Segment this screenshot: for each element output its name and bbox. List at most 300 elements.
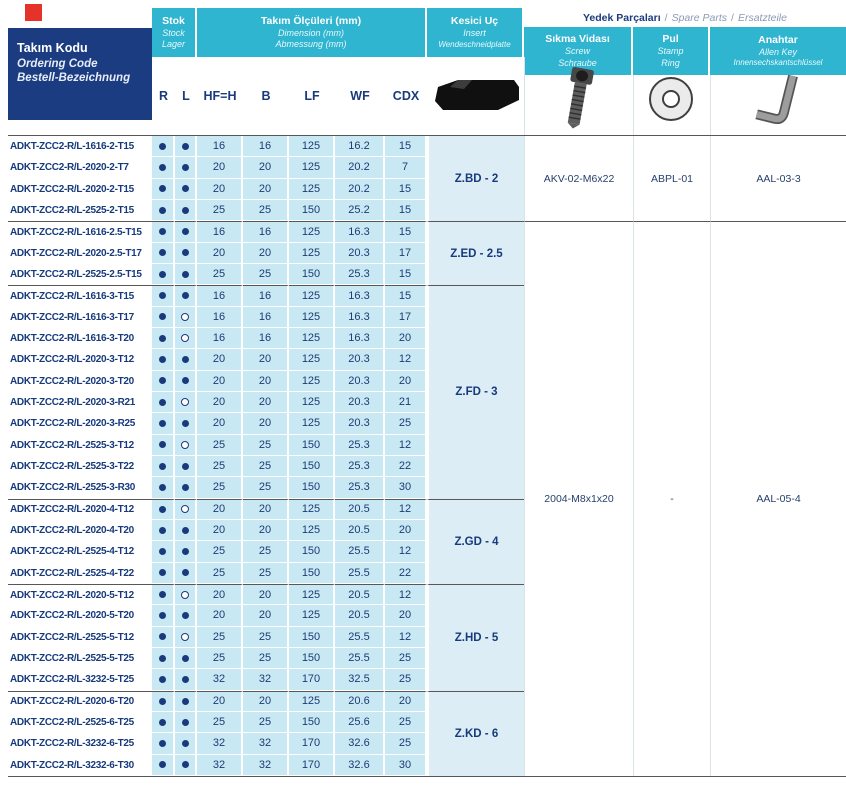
divider-line xyxy=(524,57,525,135)
dim-lf-cell: 150 xyxy=(289,200,335,221)
stock-filled-dot-icon xyxy=(159,676,166,683)
dim-cdx-cell: 21 xyxy=(385,392,427,413)
stock-r-cell xyxy=(152,307,175,328)
dim-hf-cell: 25 xyxy=(197,648,243,669)
dim-cdx-cell: 20 xyxy=(385,605,427,626)
stock-l-cell xyxy=(175,285,197,306)
col-label-b: B xyxy=(261,89,271,103)
stock-l-cell xyxy=(175,712,197,733)
stock-filled-dot-icon xyxy=(182,698,189,705)
stock-filled-dot-icon xyxy=(182,569,189,576)
stock-r-cell xyxy=(152,435,175,456)
stock-filled-dot-icon xyxy=(159,761,166,768)
dim-b-cell: 25 xyxy=(243,456,289,477)
stock-filled-dot-icon xyxy=(159,420,166,427)
stock-filled-dot-icon xyxy=(159,591,166,598)
stock-r-cell xyxy=(152,733,175,754)
tool-code-cell: ADKT-ZCC2-R/L-2020-2-T15 xyxy=(8,179,152,200)
tool-code-cell: ADKT-ZCC2-R/L-2525-4-T22 xyxy=(8,563,152,584)
dim-wf-cell: 20.2 xyxy=(335,179,385,200)
dim-b-cell: 25 xyxy=(243,712,289,733)
stock-l-cell xyxy=(175,456,197,477)
dim-b-cell: 25 xyxy=(243,627,289,648)
tool-code-cell: ADKT-ZCC2-R/L-2020-5-T12 xyxy=(8,584,152,605)
tool-code-cell: ADKT-ZCC2-R/L-2020-3-R21 xyxy=(8,392,152,413)
stock-filled-dot-icon xyxy=(182,761,189,768)
stock-filled-dot-icon xyxy=(159,655,166,662)
stock-l-cell xyxy=(175,755,197,776)
stock-l-cell xyxy=(175,392,197,413)
dim-hf-cell: 32 xyxy=(197,669,243,690)
dim-lf-cell: 125 xyxy=(289,136,335,157)
stock-r-cell xyxy=(152,221,175,242)
dim-lf-cell: 125 xyxy=(289,691,335,712)
dim-wf-cell: 25.2 xyxy=(335,200,385,221)
ring-label-de: Ring xyxy=(661,57,680,68)
stock-filled-dot-icon xyxy=(159,356,166,363)
dim-b-cell: 25 xyxy=(243,563,289,584)
spare-title-separator: / xyxy=(731,11,734,24)
tool-code-cell: ADKT-ZCC2-R/L-2525-2.5-T15 xyxy=(8,264,152,285)
dim-hf-cell: 25 xyxy=(197,712,243,733)
stock-open-dot-icon xyxy=(181,633,189,641)
dim-b-cell: 25 xyxy=(243,648,289,669)
dim-cdx-cell: 22 xyxy=(385,456,427,477)
tool-code-cell: ADKT-ZCC2-R/L-2525-5-T25 xyxy=(8,648,152,669)
dim-cdx-cell: 25 xyxy=(385,413,427,434)
dim-b-cell: 20 xyxy=(243,243,289,264)
dim-b-cell: 16 xyxy=(243,285,289,306)
dim-b-cell: 20 xyxy=(243,605,289,626)
dim-lf-cell: 150 xyxy=(289,477,335,498)
divider-line xyxy=(633,75,634,135)
stock-open-dot-icon xyxy=(181,334,189,342)
insert-type-cell: Z.BD - 2 xyxy=(427,136,524,221)
tool-code-cell: ADKT-ZCC2-R/L-2525-3-R30 xyxy=(8,477,152,498)
stock-r-cell xyxy=(152,605,175,626)
stock-l-cell xyxy=(175,563,197,584)
screw-code-cell: AKV-02-M6x22 xyxy=(524,136,633,221)
stock-open-dot-icon xyxy=(181,441,189,449)
stock-filled-dot-icon xyxy=(159,441,166,448)
stock-r-cell xyxy=(152,136,175,157)
stock-filled-dot-icon xyxy=(182,463,189,470)
dim-b-cell: 25 xyxy=(243,264,289,285)
stock-filled-dot-icon xyxy=(182,207,189,214)
dim-hf-cell: 16 xyxy=(197,285,243,306)
spare-title-separator: / xyxy=(664,11,668,24)
dim-cdx-cell: 15 xyxy=(385,221,427,242)
insert-column-header xyxy=(427,8,522,57)
dim-lf-cell: 125 xyxy=(289,371,335,392)
stock-r-cell xyxy=(152,648,175,669)
screw-code-cell: 2004-M8x1x20 xyxy=(524,221,633,776)
dim-wf-cell: 20.3 xyxy=(335,371,385,392)
dim-lf-cell: 125 xyxy=(289,584,335,605)
stock-l-cell xyxy=(175,307,197,328)
col-label-hf-h: HF=H xyxy=(203,89,237,103)
stock-l-cell xyxy=(175,179,197,200)
dim-hf-cell: 32 xyxy=(197,733,243,754)
dim-hf-cell: 25 xyxy=(197,541,243,562)
stock-filled-dot-icon xyxy=(159,143,166,150)
stock-l-cell xyxy=(175,136,197,157)
insert-label-en: Insert xyxy=(463,28,486,39)
tool-code-cell: ADKT-ZCC2-R/L-2020-2-T7 xyxy=(8,157,152,178)
stock-filled-dot-icon xyxy=(159,527,166,534)
stock-filled-dot-icon xyxy=(159,207,166,214)
insert-type-cell: Z.FD - 3 xyxy=(427,285,524,498)
stock-filled-dot-icon xyxy=(159,506,166,513)
stock-r-cell xyxy=(152,563,175,584)
dim-lf-cell: 170 xyxy=(289,733,335,754)
dim-hf-cell: 20 xyxy=(197,392,243,413)
stock-l-cell xyxy=(175,520,197,541)
stock-l-cell xyxy=(175,691,197,712)
dim-wf-cell: 20.3 xyxy=(335,413,385,434)
stock-r-cell xyxy=(152,584,175,605)
stock-filled-dot-icon xyxy=(159,719,166,726)
dim-hf-cell: 16 xyxy=(197,221,243,242)
stock-r-cell xyxy=(152,243,175,264)
stock-filled-dot-icon xyxy=(159,185,166,192)
dim-wf-cell: 25.3 xyxy=(335,477,385,498)
dim-b-cell: 25 xyxy=(243,541,289,562)
stock-l-cell xyxy=(175,221,197,242)
ring-code-cell: - xyxy=(633,221,710,776)
dim-lf-cell: 125 xyxy=(289,413,335,434)
allen-label-tr: Anahtar xyxy=(758,33,798,46)
stock-filled-dot-icon xyxy=(182,249,189,256)
stock-l-cell xyxy=(175,499,197,520)
stock-filled-dot-icon xyxy=(159,313,166,320)
stock-filled-dot-icon xyxy=(182,164,189,171)
tool-code-cell: ADKT-ZCC2-R/L-3232-6-T25 xyxy=(8,733,152,754)
dim-b-cell: 32 xyxy=(243,669,289,690)
dim-lf-cell: 150 xyxy=(289,541,335,562)
stock-l-cell xyxy=(175,328,197,349)
dim-wf-cell: 16.3 xyxy=(335,307,385,328)
dim-cdx-cell: 12 xyxy=(385,499,427,520)
dim-lf-cell: 125 xyxy=(289,605,335,626)
dim-hf-cell: 20 xyxy=(197,179,243,200)
stock-filled-dot-icon xyxy=(159,335,166,342)
dim-b-cell: 20 xyxy=(243,349,289,370)
ring-label-en: Stamp xyxy=(657,46,684,57)
allen-code-cell: AAL-03-3 xyxy=(710,136,846,221)
stock-r-cell xyxy=(152,477,175,498)
stock-l-cell xyxy=(175,627,197,648)
divider-line xyxy=(710,75,711,135)
dim-hf-cell: 25 xyxy=(197,200,243,221)
dim-cdx-cell: 15 xyxy=(385,179,427,200)
stock-r-cell xyxy=(152,413,175,434)
dim-wf-cell: 16.3 xyxy=(335,328,385,349)
stock-filled-dot-icon xyxy=(159,463,166,470)
tool-code-cell: ADKT-ZCC2-R/L-3232-6-T30 xyxy=(8,755,152,776)
allen-label-en: Allen Key xyxy=(758,46,798,57)
dim-wf-cell: 16.3 xyxy=(335,285,385,306)
dim-lf-cell: 125 xyxy=(289,499,335,520)
stock-filled-dot-icon xyxy=(182,356,189,363)
dim-b-cell: 20 xyxy=(243,584,289,605)
stock-filled-dot-icon xyxy=(159,740,166,747)
stock-r-cell xyxy=(152,755,175,776)
stock-filled-dot-icon xyxy=(159,548,166,555)
dim-wf-cell: 25.5 xyxy=(335,627,385,648)
dimensions-label-de: Abmessung (mm) xyxy=(275,39,347,50)
insert-type-cell: Z.HD - 5 xyxy=(427,584,524,691)
tool-code-cell: ADKT-ZCC2-R/L-2020-3-T12 xyxy=(8,349,152,370)
tool-code-cell: ADKT-ZCC2-R/L-1616-3-T15 xyxy=(8,285,152,306)
dim-wf-cell: 20.3 xyxy=(335,392,385,413)
tool-code-cell: ADKT-ZCC2-R/L-2020-3-R25 xyxy=(8,413,152,434)
dim-b-cell: 20 xyxy=(243,691,289,712)
stock-l-cell xyxy=(175,669,197,690)
stock-l-cell xyxy=(175,477,197,498)
dim-b-cell: 16 xyxy=(243,307,289,328)
screw-label-en: Screw xyxy=(564,46,590,57)
dim-lf-cell: 150 xyxy=(289,435,335,456)
dim-b-cell: 16 xyxy=(243,136,289,157)
stock-filled-dot-icon xyxy=(159,569,166,576)
stock-filled-dot-icon xyxy=(159,377,166,384)
col-label-l: L xyxy=(182,89,190,103)
stock-filled-dot-icon xyxy=(159,164,166,171)
dim-b-cell: 20 xyxy=(243,392,289,413)
dim-lf-cell: 170 xyxy=(289,755,335,776)
tool-code-cell: ADKT-ZCC2-R/L-1616-3-T17 xyxy=(8,307,152,328)
stock-filled-dot-icon xyxy=(182,719,189,726)
allen-label-de: Innensechskantschlüssel xyxy=(733,58,823,68)
dim-hf-cell: 25 xyxy=(197,435,243,456)
dim-wf-cell: 20.5 xyxy=(335,605,385,626)
ring-code-cell: ABPL-01 xyxy=(633,136,710,221)
dim-lf-cell: 125 xyxy=(289,179,335,200)
dim-lf-cell: 150 xyxy=(289,627,335,648)
dim-wf-cell: 20.2 xyxy=(335,157,385,178)
stock-open-dot-icon xyxy=(181,313,189,321)
ordering-code-title-en: Ordering Code xyxy=(17,58,98,70)
col-label-cdx: CDX xyxy=(392,89,420,103)
dim-b-cell: 20 xyxy=(243,499,289,520)
dim-cdx-cell: 25 xyxy=(385,648,427,669)
dim-cdx-cell: 25 xyxy=(385,733,427,754)
dim-hf-cell: 25 xyxy=(197,563,243,584)
dim-b-cell: 20 xyxy=(243,157,289,178)
stock-r-cell xyxy=(152,712,175,733)
dim-hf-cell: 20 xyxy=(197,413,243,434)
dim-cdx-cell: 15 xyxy=(385,264,427,285)
stock-open-dot-icon xyxy=(181,505,189,513)
dim-hf-cell: 20 xyxy=(197,605,243,626)
dim-b-cell: 25 xyxy=(243,200,289,221)
dim-wf-cell: 32.6 xyxy=(335,733,385,754)
dim-cdx-cell: 20 xyxy=(385,520,427,541)
dim-wf-cell: 25.3 xyxy=(335,456,385,477)
dim-wf-cell: 20.3 xyxy=(335,243,385,264)
dim-b-cell: 20 xyxy=(243,179,289,200)
dimensions-label-en: Dimension (mm) xyxy=(277,27,344,38)
dim-lf-cell: 125 xyxy=(289,328,335,349)
grooving-insert-icon xyxy=(430,75,522,115)
dim-wf-cell: 25.3 xyxy=(335,435,385,456)
dimensions-column-header xyxy=(197,8,425,57)
stock-r-cell xyxy=(152,691,175,712)
stock-filled-dot-icon xyxy=(182,655,189,662)
stock-l-cell xyxy=(175,648,197,669)
dim-hf-cell: 20 xyxy=(197,691,243,712)
stock-l-cell xyxy=(175,413,197,434)
stock-l-cell xyxy=(175,584,197,605)
dim-lf-cell: 125 xyxy=(289,392,335,413)
tool-code-cell: ADKT-ZCC2-R/L-2525-2-T15 xyxy=(8,200,152,221)
dim-cdx-cell: 12 xyxy=(385,349,427,370)
dim-wf-cell: 25.3 xyxy=(335,264,385,285)
dim-wf-cell: 25.5 xyxy=(335,648,385,669)
stock-r-cell xyxy=(152,179,175,200)
dim-lf-cell: 125 xyxy=(289,243,335,264)
stock-r-cell xyxy=(152,200,175,221)
screw-label-de: Schraube xyxy=(558,57,597,68)
dim-cdx-cell: 20 xyxy=(385,328,427,349)
dim-cdx-cell: 17 xyxy=(385,307,427,328)
ordering-code-title-tr: Takım Kodu xyxy=(17,41,88,55)
dim-wf-cell: 20.5 xyxy=(335,520,385,541)
stock-filled-dot-icon xyxy=(182,484,189,491)
dim-wf-cell: 25.5 xyxy=(335,541,385,562)
stock-filled-dot-icon xyxy=(182,143,189,150)
dim-b-cell: 16 xyxy=(243,221,289,242)
insert-label-tr: Kesici Uç xyxy=(450,15,499,28)
dim-cdx-cell: 15 xyxy=(385,136,427,157)
insert-type-cell: Z.ED - 2.5 xyxy=(427,221,524,285)
dim-lf-cell: 150 xyxy=(289,456,335,477)
ring-label-tr: Pul xyxy=(662,33,679,46)
tool-code-cell: ADKT-ZCC2-R/L-1616-2-T15 xyxy=(8,136,152,157)
spare-title-tr: Yedek Parçaları xyxy=(583,11,661,24)
dim-hf-cell: 16 xyxy=(197,328,243,349)
dim-lf-cell: 125 xyxy=(289,307,335,328)
dim-cdx-cell: 15 xyxy=(385,200,427,221)
tool-code-cell: ADKT-ZCC2-R/L-1616-3-T20 xyxy=(8,328,152,349)
tool-code-cell: ADKT-ZCC2-R/L-2020-6-T20 xyxy=(8,691,152,712)
stock-l-cell xyxy=(175,200,197,221)
dim-hf-cell: 25 xyxy=(197,627,243,648)
stock-l-cell xyxy=(175,435,197,456)
stock-r-cell xyxy=(152,264,175,285)
tool-code-cell: ADKT-ZCC2-R/L-2525-5-T12 xyxy=(8,627,152,648)
tool-code-cell: ADKT-ZCC2-R/L-1616-2.5-T15 xyxy=(8,221,152,242)
stock-filled-dot-icon xyxy=(159,612,166,619)
dim-lf-cell: 125 xyxy=(289,520,335,541)
dim-cdx-cell: 20 xyxy=(385,371,427,392)
col-label-wf: WF xyxy=(350,89,370,103)
ordering-code-title-de: Bestell-Bezeichnung xyxy=(17,72,131,84)
dim-cdx-cell: 12 xyxy=(385,584,427,605)
dim-b-cell: 20 xyxy=(243,413,289,434)
stock-filled-dot-icon xyxy=(159,484,166,491)
brand-accent-square xyxy=(25,4,42,21)
tool-code-cell: ADKT-ZCC2-R/L-2525-3-T22 xyxy=(8,456,152,477)
stock-r-cell xyxy=(152,157,175,178)
stock-r-cell xyxy=(152,627,175,648)
dim-b-cell: 16 xyxy=(243,328,289,349)
dim-hf-cell: 20 xyxy=(197,349,243,370)
spare-title-en: Spare Parts xyxy=(671,11,728,24)
stock-r-cell xyxy=(152,371,175,392)
stock-r-cell xyxy=(152,285,175,306)
dim-cdx-cell: 25 xyxy=(385,669,427,690)
stock-filled-dot-icon xyxy=(182,676,189,683)
stock-label-en: Stock xyxy=(162,27,185,38)
stock-filled-dot-icon xyxy=(182,271,189,278)
dim-hf-cell: 25 xyxy=(197,264,243,285)
catalog-table xyxy=(8,135,846,777)
stock-filled-dot-icon xyxy=(159,271,166,278)
stock-l-cell xyxy=(175,605,197,626)
stock-filled-dot-icon xyxy=(182,527,189,534)
stock-r-cell xyxy=(152,520,175,541)
tool-code-cell: ADKT-ZCC2-R/L-2020-5-T20 xyxy=(8,605,152,626)
stock-filled-dot-icon xyxy=(182,292,189,299)
tool-code-cell: ADKT-ZCC2-R/L-2525-4-T12 xyxy=(8,541,152,562)
stock-l-cell xyxy=(175,157,197,178)
stock-filled-dot-icon xyxy=(182,185,189,192)
dim-wf-cell: 32.6 xyxy=(335,755,385,776)
stock-l-cell xyxy=(175,733,197,754)
stock-r-cell xyxy=(152,456,175,477)
dim-hf-cell: 25 xyxy=(197,477,243,498)
stock-label-tr: Stok xyxy=(162,14,185,27)
dim-hf-cell: 20 xyxy=(197,371,243,392)
dim-cdx-cell: 12 xyxy=(385,435,427,456)
dim-wf-cell: 20.5 xyxy=(335,499,385,520)
tool-code-cell: ADKT-ZCC2-R/L-2020-2.5-T17 xyxy=(8,243,152,264)
dim-lf-cell: 125 xyxy=(289,157,335,178)
dim-wf-cell: 16.3 xyxy=(335,221,385,242)
col-label-r: R xyxy=(158,89,169,103)
stock-r-cell xyxy=(152,541,175,562)
dim-wf-cell: 16.2 xyxy=(335,136,385,157)
dim-hf-cell: 20 xyxy=(197,157,243,178)
tool-code-cell: ADKT-ZCC2-R/L-2020-4-T20 xyxy=(8,520,152,541)
dim-cdx-cell: 15 xyxy=(385,285,427,306)
stock-r-cell xyxy=(152,349,175,370)
dim-lf-cell: 125 xyxy=(289,221,335,242)
stock-filled-dot-icon xyxy=(159,292,166,299)
dim-cdx-cell: 30 xyxy=(385,477,427,498)
stock-filled-dot-icon xyxy=(159,399,166,406)
dim-cdx-cell: 12 xyxy=(385,541,427,562)
dim-hf-cell: 25 xyxy=(197,456,243,477)
stock-filled-dot-icon xyxy=(182,548,189,555)
dim-lf-cell: 150 xyxy=(289,264,335,285)
dim-wf-cell: 20.5 xyxy=(335,584,385,605)
stock-filled-dot-icon xyxy=(159,698,166,705)
stock-open-dot-icon xyxy=(181,591,189,599)
dim-cdx-cell: 30 xyxy=(385,755,427,776)
spare-title-de: Ersatzteile xyxy=(737,11,787,24)
stock-l-cell xyxy=(175,264,197,285)
stock-filled-dot-icon xyxy=(182,612,189,619)
stock-filled-dot-icon xyxy=(159,249,166,256)
dim-lf-cell: 125 xyxy=(289,349,335,370)
dim-wf-cell: 20.3 xyxy=(335,349,385,370)
stock-l-cell xyxy=(175,243,197,264)
dim-wf-cell: 25.6 xyxy=(335,712,385,733)
dim-hf-cell: 16 xyxy=(197,307,243,328)
